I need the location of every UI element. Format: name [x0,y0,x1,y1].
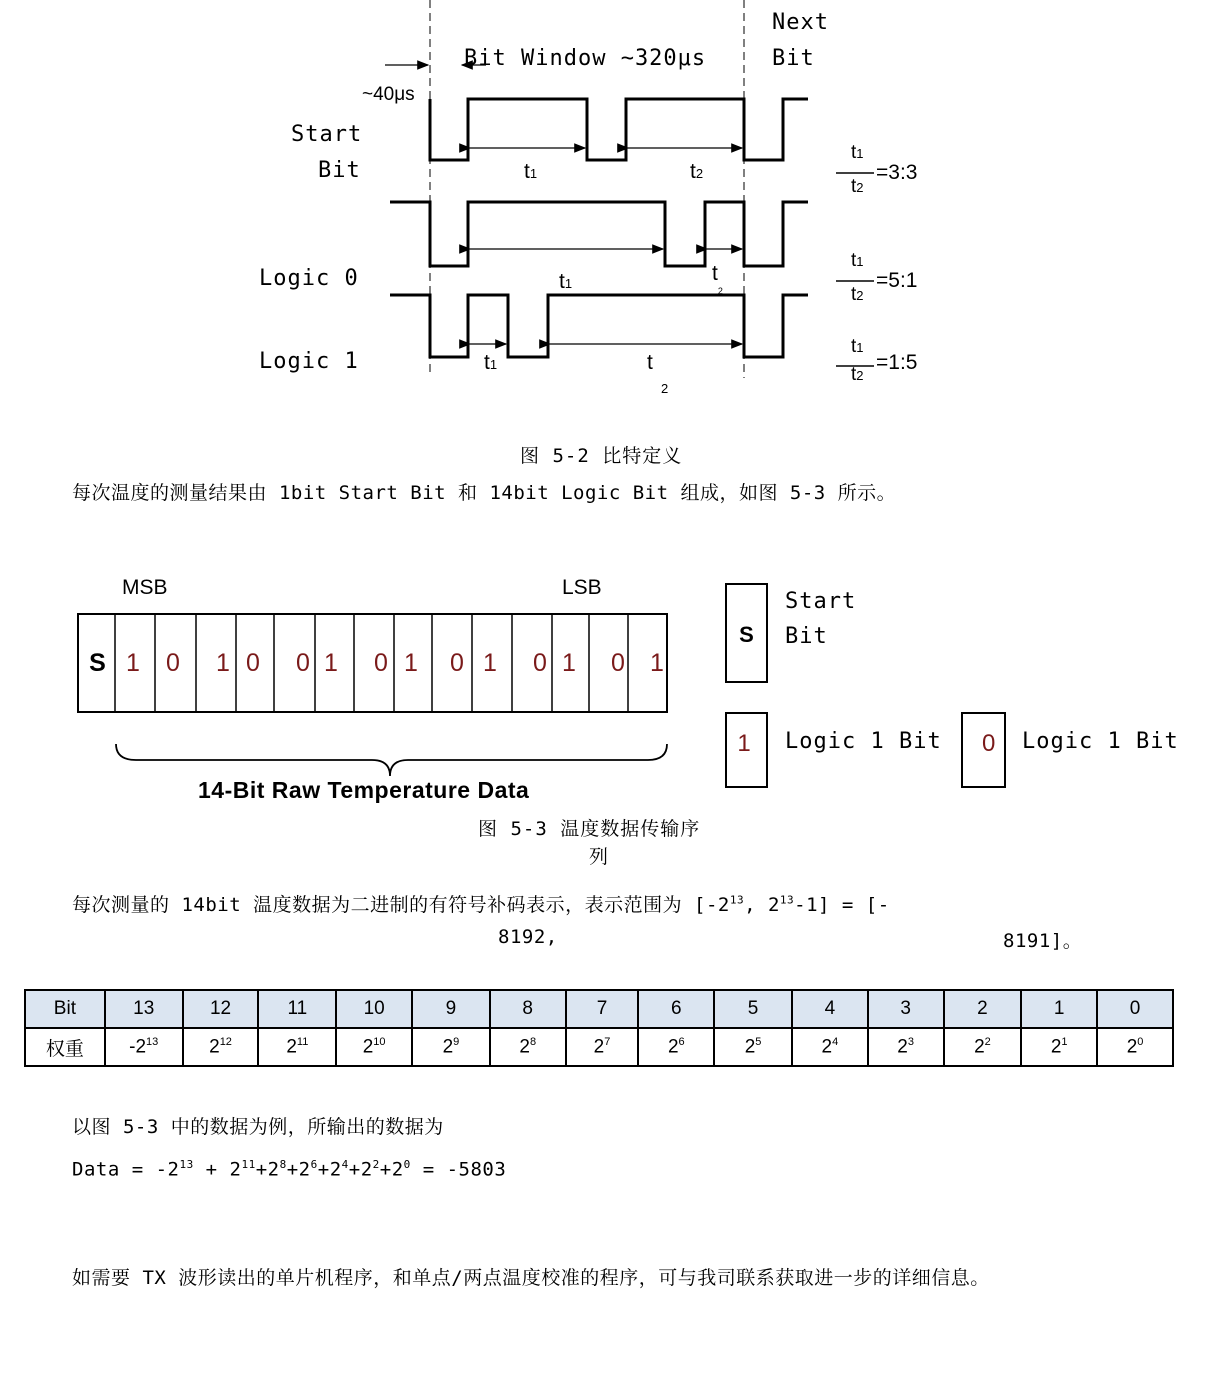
paragraph-range-line2-left: 8192, [498,926,558,948]
start-bit-label-line2: Bit [318,158,361,183]
logic0-ratio-value: =5:1 [876,269,918,292]
logic1-t2-label: t [647,351,653,374]
weight-cell: $2^8$ [490,1028,566,1066]
bit-cell: 1 [216,648,230,677]
legend-start-text-line1: Start [785,589,857,614]
table-header-cell: 13 [105,990,183,1028]
logic1-t1-label: t1 [484,351,498,374]
table-header-cell: 1 [1021,990,1097,1028]
legend-start-symbol: S [739,622,754,647]
table-header-cell: 9 [412,990,490,1028]
paragraph-range-line2-right: 8191]。 [1003,930,1083,952]
paragraph-example-intro: 以图 5-3 中的数据为例，所输出的数据为 [72,1116,444,1138]
table-header-cell: Bit [25,990,105,1028]
start-t1-label: t1 [524,160,538,183]
raw-data-brace-label: 14-Bit Raw Temperature Data [198,777,530,803]
table-header-cell: 5 [714,990,792,1028]
weight-cell: $2^3$ [868,1028,944,1066]
table-weight-row [25,1028,1173,1066]
figure-5-3-caption-line2: 列 [589,846,610,868]
logic0-ratio-denominator: t2 [851,284,864,305]
table-header-cell: 6 [638,990,714,1028]
start-bit-label-line1: Start [291,122,363,147]
weight-cell: $2^4$ [792,1028,868,1066]
start-ratio-numerator: t1 [851,142,864,163]
weight-cell: $2^7$ [566,1028,639,1066]
next-bit-label-line2: Bit [772,46,815,71]
bit-cell: 0 [296,648,310,677]
pulse-40us-label: ~40μs [362,84,415,105]
msb-label: MSB [122,576,168,599]
logic0-t2-label: $t_2$ [712,262,723,296]
bit-cell: 0 [246,648,260,677]
logic1-ratio-denominator: t2 [851,364,864,385]
logic0-ratio-numerator: t1 [851,250,864,271]
table-header-cell: 12 [183,990,259,1028]
table-header-cell: 11 [258,990,336,1028]
bit-cell: 0 [166,648,180,677]
lsb-label: LSB [562,576,602,599]
table-header-cell: 2 [944,990,1022,1028]
weight-cell: $2^{12}$ [183,1028,259,1066]
legend-start-text-line2: Bit [785,624,828,649]
start-t2-label: t2 [690,160,704,183]
table-row-label: 权重 [25,1028,105,1066]
start-ratio-denominator: t2 [851,176,864,197]
weight-cell: $2^9$ [412,1028,490,1066]
logic1-ratio-numerator: t1 [851,336,864,357]
weight-cell: $2^1$ [1021,1028,1097,1066]
bit-cell: 1 [126,648,140,677]
bit-cell: 0 [450,648,464,677]
start-ratio-value: =3:3 [876,161,918,184]
paragraph-measurement-composition: 每次温度的测量结果由 1bit Start Bit 和 14bit Logic Bit 组成，如图 5-3 所示。 [72,482,897,504]
next-bit-label-line1: Next [772,10,829,35]
logic0-label: Logic 0 [259,266,359,291]
start-bit-cell: S [89,648,106,677]
weight-cell: $2^6$ [638,1028,714,1066]
logic1-ratio-value: =1:5 [876,351,918,374]
legend-one-text: Logic 1 Bit [785,729,942,754]
table-header-cell: 7 [566,990,639,1028]
legend-one-symbol: 1 [737,730,751,757]
table-header-cell: 8 [490,990,566,1028]
table-header-cell: 10 [336,990,412,1028]
table-header-cell: 4 [792,990,868,1028]
weight-cell: $-2^{13}$ [105,1028,183,1066]
table-header-row [25,990,1173,1028]
figure-5-3-caption-line1: 图 5-3 温度数据传输序 [478,818,701,840]
logic1-t2-subscript: 2 [661,381,669,396]
bit-cell: 1 [650,648,664,677]
bit-weight-table [24,989,1174,1067]
weight-cell: $2^{11}$ [258,1028,336,1066]
example-formula: Data = $-2^{13} + 2^{11}+2^8+2^6+2^4+2^2+2^0 = -5803$ [72,1158,507,1181]
legend-zero-text: Logic 1 Bit [1022,729,1179,754]
table-header-cell: 3 [868,990,944,1028]
legend-zero-symbol: 0 [982,730,996,757]
paragraph-contact-info: 如需要 TX 波形读出的单片机程序，和单点/两点温度校准的程序，可与我司联系获取进一步的详细信息。 [72,1267,990,1289]
weight-cell: $2^{10}$ [336,1028,412,1066]
weight-cell: $2^5$ [714,1028,792,1066]
bit-cell: 0 [374,648,388,677]
bit-cell: 1 [324,648,338,677]
data-brace [116,744,667,776]
figure-5-2-caption: 图 5-2 比特定义 [520,445,683,467]
weight-cell: $2^2$ [944,1028,1022,1066]
weight-cell: $2^0$ [1097,1028,1173,1066]
bit-cell: 1 [483,648,497,677]
logic1-label: Logic 1 [259,349,359,374]
bit-cell: 1 [404,648,418,677]
logic0-t1-label: t1 [559,270,573,293]
paragraph-range-line1: 每次测量的 14bit 温度数据为二进制的有符号补码表示，表示范围为 [$-2^{13}$, $2^{13}-1$] = [- [72,893,890,916]
bit-cell: 1 [562,648,576,677]
bit-cell: 0 [533,648,547,677]
bit-window-label: Bit Window ~320μs [464,46,707,71]
table-header-cell: 0 [1097,990,1173,1028]
bit-cell: 0 [611,648,625,677]
